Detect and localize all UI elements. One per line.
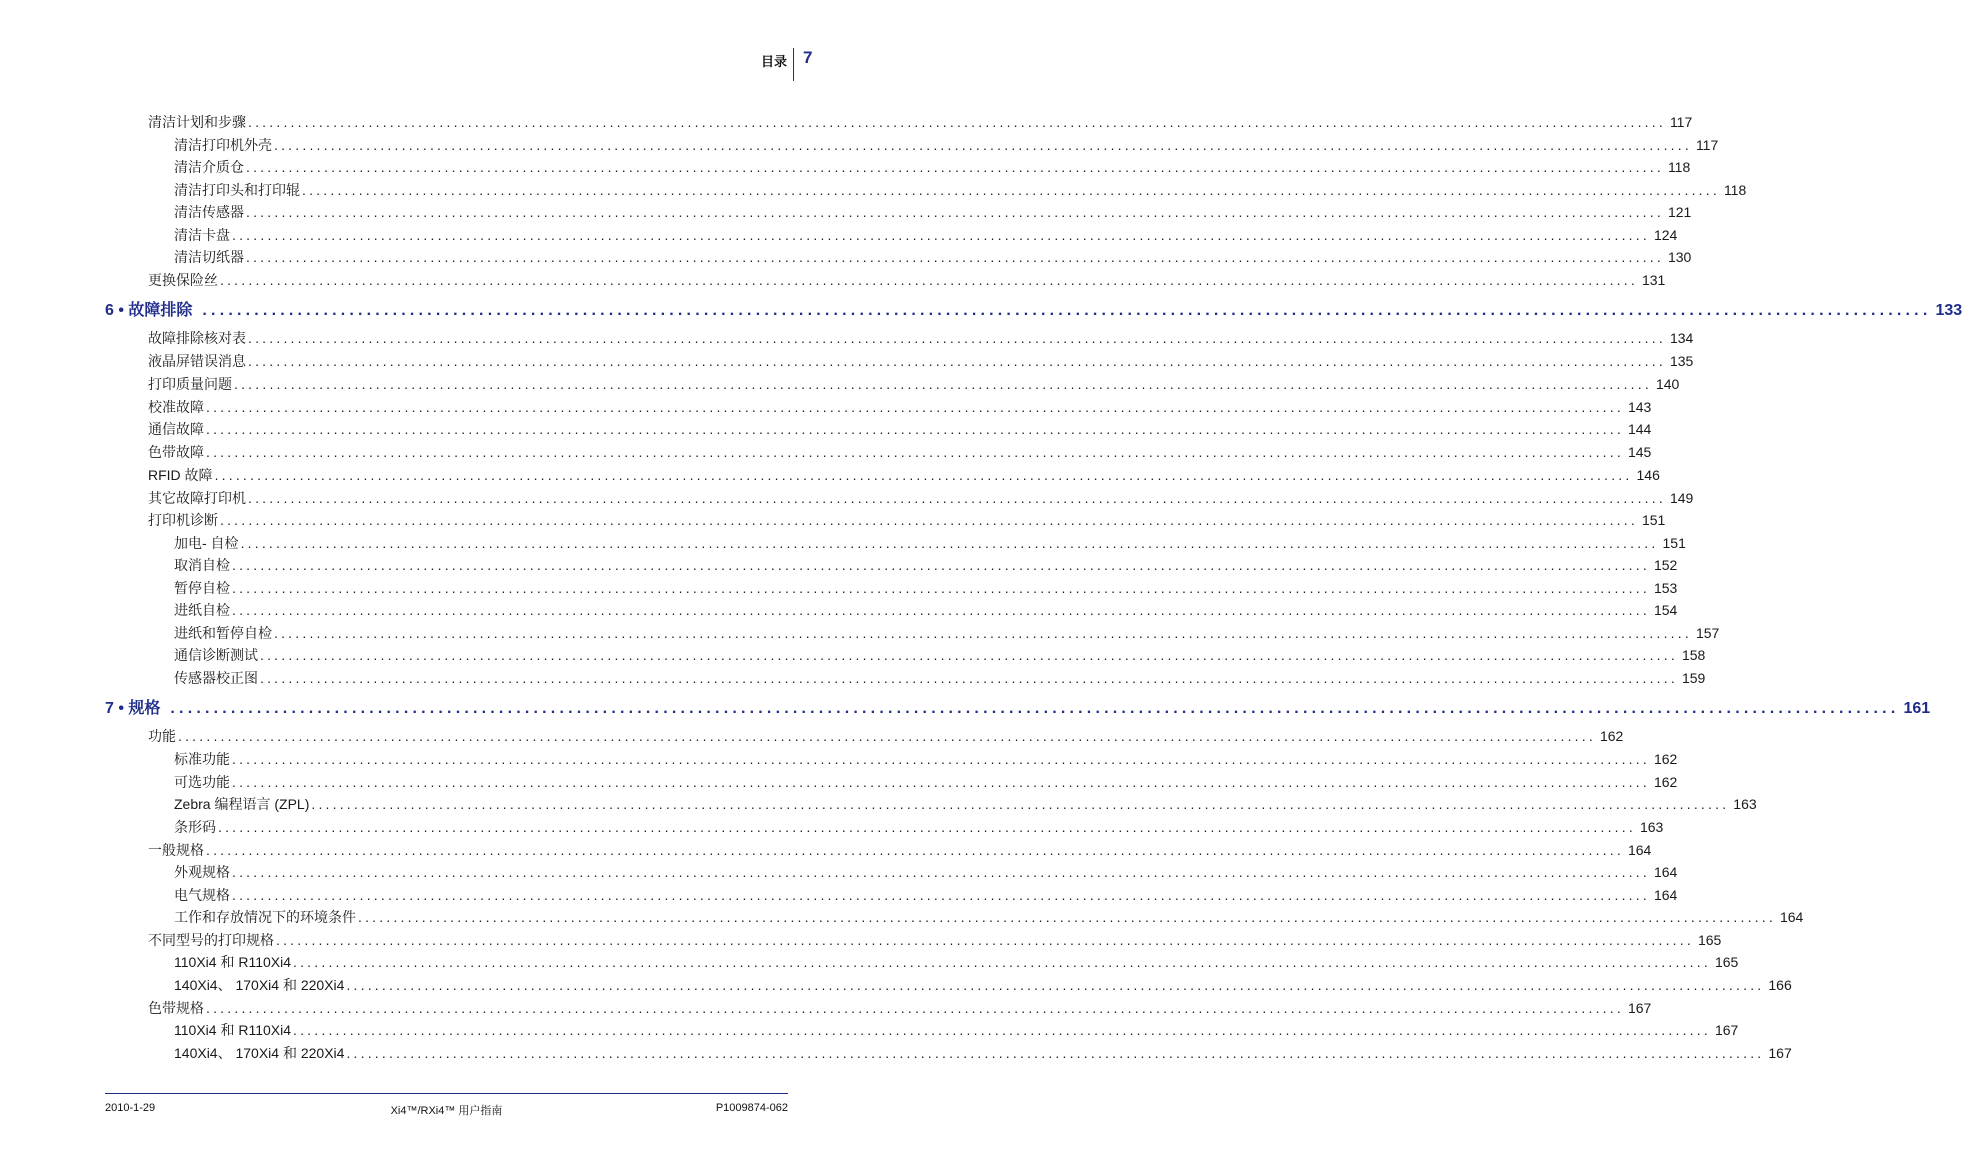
toc-entry[interactable]: [0, 1043, 1792, 1063]
toc-entry-label: 条形码: [174, 819, 216, 835]
toc-dot-leader: ........................................................................................................................................................................................................: [214, 467, 1633, 483]
toc-entry[interactable]: [0, 180, 1747, 200]
toc-dot-leader: ........................................................................................................................................................................................................: [206, 1000, 1624, 1016]
footer-doc-number: P1009874-062: [715, 1102, 788, 1114]
toc-entry-page-number: 154: [1653, 602, 1678, 618]
toc-entry-label: 故障排除核对表: [148, 330, 246, 346]
toc-entry-page-number: 151: [1662, 535, 1686, 551]
toc-entry-page-number: 162: [1599, 728, 1624, 744]
toc-dot-leader: ........................................................................................................................................................................................................: [302, 182, 1720, 198]
toc-entry-label: 进纸自检: [174, 602, 230, 618]
toc-entry-label: 进纸和暂停自检: [174, 625, 272, 641]
toc-entry-label: 清洁传感器: [174, 204, 244, 220]
footer-date: 2010-1-29: [105, 1102, 156, 1114]
toc-dot-leader: ........................................................................................................................................................................................................: [232, 602, 1650, 618]
toc-entry[interactable]: [0, 419, 1652, 439]
toc-dot-leader: ........................................................................................................................................................................................................: [274, 625, 1692, 641]
toc-dot-leader: ........................................................................................................................................................................................................: [206, 842, 1624, 858]
toc-entry-page-number: 153: [1653, 580, 1678, 596]
toc-entry-page-number: 165: [1697, 932, 1722, 948]
toc-entry-label: 通信诊断测试: [174, 647, 258, 663]
toc-entry[interactable]: [0, 442, 1652, 462]
toc-dot-leader: ........................................................................................................................................................................................................: [246, 249, 1664, 265]
footer-title: Xi4™/RXi4™ 用户指南: [390, 1105, 503, 1117]
toc-dot-leader: ........................................................................................................................................................................................................: [232, 227, 1650, 243]
toc-entry-label: 功能: [148, 728, 176, 744]
toc-entry-page-number: 117: [1669, 114, 1693, 130]
toc-entry[interactable]: [0, 600, 1678, 620]
toc-entry-page-number: 133: [1935, 302, 1962, 319]
toc-entry-page-number: 162: [1653, 751, 1678, 767]
toc-dot-leader: ........................................................................................................................................................................................................: [206, 421, 1624, 437]
toc-entry[interactable]: [0, 135, 1719, 155]
toc-entry-page-number: 164: [1653, 864, 1678, 880]
toc-entry[interactable]: [0, 645, 1706, 665]
toc-entry[interactable]: [0, 726, 1624, 746]
toc-entry-label: 清洁切纸器: [174, 249, 244, 265]
toc-dot-leader: ........................................................................................................................................................................................................: [311, 796, 1730, 812]
toc-entry-label: 通信故障: [148, 421, 204, 437]
toc-entry-page-number: 134: [1669, 330, 1694, 346]
toc-entry-label: 6 • 故障排除: [105, 302, 193, 319]
toc-entry[interactable]: [0, 247, 1692, 267]
toc-dot-leader: ........................................................................................................................................................................................................: [346, 1045, 1765, 1061]
toc-entry[interactable]: [0, 862, 1678, 882]
toc-entry-label: 工作和存放情况下的环境条件: [174, 909, 356, 925]
toc-entry-label: 取消自检: [174, 557, 230, 573]
toc-entry-page-number: 164: [1653, 887, 1678, 903]
toc-entry-page-number: 140: [1655, 376, 1680, 392]
toc-dot-leader: ........................................................................................................................................................................................................: [293, 1022, 1711, 1038]
toc-entry-label: 140Xi4、 170Xi4 和 220Xi4: [174, 1045, 345, 1061]
toc-dot-leader: ........................................................................................................................................................................................................: [206, 444, 1624, 460]
toc-entry[interactable]: [0, 907, 1804, 927]
toc-entry[interactable]: [0, 668, 1706, 688]
toc-dot-leader: ........................................................................................................................................................................................................: [358, 909, 1776, 925]
toc-entry-page-number: 145: [1627, 444, 1652, 460]
toc-entry-page-number: 146: [1636, 467, 1660, 483]
toc-entry-label: Zebra 编程语言 (ZPL): [174, 796, 310, 812]
toc-entry-label: 清洁打印机外壳: [174, 137, 272, 153]
toc-entry[interactable]: [0, 885, 1678, 905]
toc-entry[interactable]: [0, 749, 1678, 769]
toc-entry-page-number: 151: [1641, 512, 1666, 528]
toc-entry[interactable]: [0, 975, 1792, 995]
toc-entry[interactable]: [0, 328, 1694, 348]
toc-entry[interactable]: [0, 112, 1693, 132]
toc-dot-leader: ........................................................................................................................................................................................................: [248, 114, 1666, 130]
toc-entry[interactable]: [0, 1020, 1739, 1040]
toc-dot-leader: ........................................................................................................................................................................................................: [232, 887, 1650, 903]
toc-dot-leader: ........................................................................................................................................................................................................: [260, 647, 1678, 663]
toc-entry-page-number: 164: [1627, 842, 1652, 858]
toc-entry-label: 标准功能: [174, 751, 230, 767]
toc-entry-label: 电气规格: [174, 887, 230, 903]
toc-entry[interactable]: [0, 202, 1692, 222]
toc-entry-page-number: 117: [1695, 137, 1719, 153]
toc-entry-page-number: 143: [1627, 399, 1652, 415]
toc-dot-leader: ........................................................................................................................................................................................................: [232, 751, 1650, 767]
toc-entry-page-number: 164: [1779, 909, 1804, 925]
toc-entry-label: 外观规格: [174, 864, 230, 880]
toc-dot-leader: ........................................................................................................................................................................................................: [248, 490, 1666, 506]
toc-entry-label: 更换保险丝: [148, 272, 218, 288]
toc-entry[interactable]: [0, 952, 1739, 972]
toc-entry-page-number: 161: [1903, 700, 1931, 717]
toc-dot-leader: ........................................................................................................................................................................................................: [220, 272, 1638, 288]
toc-chapter-entry[interactable]: [0, 300, 1962, 322]
header-divider: [793, 48, 794, 81]
toc-entry[interactable]: [0, 533, 1686, 553]
toc-entry-label: 其它故障打印机: [148, 490, 246, 506]
toc-entry[interactable]: [0, 157, 1691, 177]
toc-entry-label: 色带规格: [148, 1000, 204, 1016]
toc-entry-label: 清洁介质仓: [174, 159, 244, 175]
toc-entry-page-number: 167: [1627, 1000, 1652, 1016]
toc-dot-leader: ........................................................................................................................................................................................................: [260, 670, 1678, 686]
toc-entry-label: 一般规格: [148, 842, 204, 858]
toc-entry[interactable]: [0, 555, 1678, 575]
toc-entry-label: 清洁计划和步骤: [148, 114, 246, 130]
toc-dot-leader: ........................................................................................................................................................................................................: [248, 353, 1666, 369]
toc-dot-leader: ........................................................................................................................................................................................................: [274, 137, 1692, 153]
toc-dot-leader: ........................................................................................................................................................................................................: [206, 399, 1624, 415]
toc-entry-page-number: 157: [1695, 625, 1720, 641]
toc-entry[interactable]: [0, 374, 1680, 394]
toc-dot-leader: ........................................................................................................................................................................................................: [246, 204, 1664, 220]
toc-entry-page-number: 152: [1653, 557, 1678, 573]
toc-entry-label: RFID 故障: [148, 467, 213, 483]
toc-entry-page-number: 131: [1641, 272, 1666, 288]
toc-dot-leader: ........................................................................................................................................................................................................: [202, 302, 1932, 319]
toc-chapter-entry[interactable]: [0, 698, 1931, 720]
toc-entry-label: 打印质量问题: [148, 376, 232, 392]
toc-dot-leader: ........................................................................................................................................................................................................: [170, 700, 1900, 717]
toc-entry-page-number: 144: [1627, 421, 1652, 437]
toc-entry-page-number: 118: [1723, 182, 1747, 198]
toc-entry-label: 不同型号的打印规格: [148, 932, 274, 948]
toc-entry[interactable]: [0, 840, 1652, 860]
toc-entry-page-number: 163: [1733, 796, 1757, 812]
toc-dot-leader: ........................................................................................................................................................................................................: [178, 728, 1596, 744]
toc-entry-label: 色带故障: [148, 444, 204, 460]
toc-entry-page-number: 124: [1653, 227, 1678, 243]
toc-entry[interactable]: [0, 465, 1660, 485]
toc-entry-page-number: 118: [1667, 159, 1691, 175]
toc-dot-leader: ........................................................................................................................................................................................................: [248, 330, 1666, 346]
toc-entry[interactable]: [0, 623, 1720, 643]
toc-entry-page-number: 149: [1669, 490, 1694, 506]
toc-entry-label: 液晶屏错误消息: [148, 353, 246, 369]
toc-entry-label: 暂停自检: [174, 580, 230, 596]
toc-entry[interactable]: [0, 351, 1694, 371]
toc-entry-label: 7 • 规格: [105, 700, 161, 717]
toc-dot-leader: ........................................................................................................................................................................................................: [234, 376, 1652, 392]
toc-entry-label: 加电- 自检: [174, 535, 239, 551]
toc-entry-label: 清洁卡盘: [174, 227, 230, 243]
toc-entry-page-number: 163: [1639, 819, 1664, 835]
toc-entry[interactable]: [0, 397, 1652, 417]
header-section-title: 目录: [760, 54, 787, 69]
toc-entry-label: 打印机诊断: [148, 512, 218, 528]
toc-entry[interactable]: [0, 225, 1678, 245]
toc-entry[interactable]: [0, 270, 1666, 290]
toc-dot-leader: ........................................................................................................................................................................................................: [232, 774, 1650, 790]
header-page-number: 7: [803, 48, 813, 67]
toc-dot-leader: ........................................................................................................................................................................................................: [276, 932, 1694, 948]
toc-dot-leader: ........................................................................................................................................................................................................: [218, 819, 1636, 835]
toc-entry[interactable]: [0, 998, 1652, 1018]
toc-entry-label: 可选功能: [174, 774, 230, 790]
toc-entry[interactable]: [0, 510, 1666, 530]
toc-entry-page-number: 167: [1714, 1022, 1739, 1038]
toc-entry-page-number: 165: [1714, 954, 1739, 970]
toc-entry-label: 110Xi4 和 R110Xi4: [174, 1022, 291, 1038]
toc-entry-page-number: 135: [1669, 353, 1694, 369]
toc-entry-label: 校准故障: [148, 399, 204, 415]
toc-entry-label: 传感器校正图: [174, 670, 258, 686]
toc-entry-page-number: 121: [1667, 204, 1692, 220]
toc-entry-label: 110Xi4 和 R110Xi4: [174, 954, 291, 970]
toc-entry-page-number: 159: [1681, 670, 1706, 686]
toc-entry[interactable]: [0, 578, 1678, 598]
toc-dot-leader: ........................................................................................................................................................................................................: [240, 535, 1659, 551]
toc-entry-label: 清洁打印头和打印辊: [174, 182, 300, 198]
toc-entry[interactable]: [0, 772, 1678, 792]
toc-entry-page-number: 158: [1681, 647, 1706, 663]
footer-divider: [105, 1093, 788, 1094]
toc-dot-leader: ........................................................................................................................................................................................................: [346, 977, 1765, 993]
toc-dot-leader: ........................................................................................................................................................................................................: [232, 580, 1650, 596]
toc-entry-label: 140Xi4、 170Xi4 和 220Xi4: [174, 977, 345, 993]
toc-dot-leader: ........................................................................................................................................................................................................: [293, 954, 1711, 970]
toc-entry[interactable]: [0, 817, 1664, 837]
toc-entry-page-number: 162: [1653, 774, 1678, 790]
toc-dot-leader: ........................................................................................................................................................................................................: [232, 864, 1650, 880]
toc-entry-page-number: 166: [1768, 977, 1792, 993]
toc-dot-leader: ........................................................................................................................................................................................................: [246, 159, 1664, 175]
toc-entry-page-number: 130: [1667, 249, 1692, 265]
toc-dot-leader: ........................................................................................................................................................................................................: [220, 512, 1638, 528]
toc-entry[interactable]: [0, 488, 1694, 508]
toc-dot-leader: ........................................................................................................................................................................................................: [232, 557, 1650, 573]
toc-entry[interactable]: [0, 794, 1757, 814]
toc-entry[interactable]: [0, 930, 1722, 950]
toc-entry-page-number: 167: [1768, 1045, 1792, 1061]
